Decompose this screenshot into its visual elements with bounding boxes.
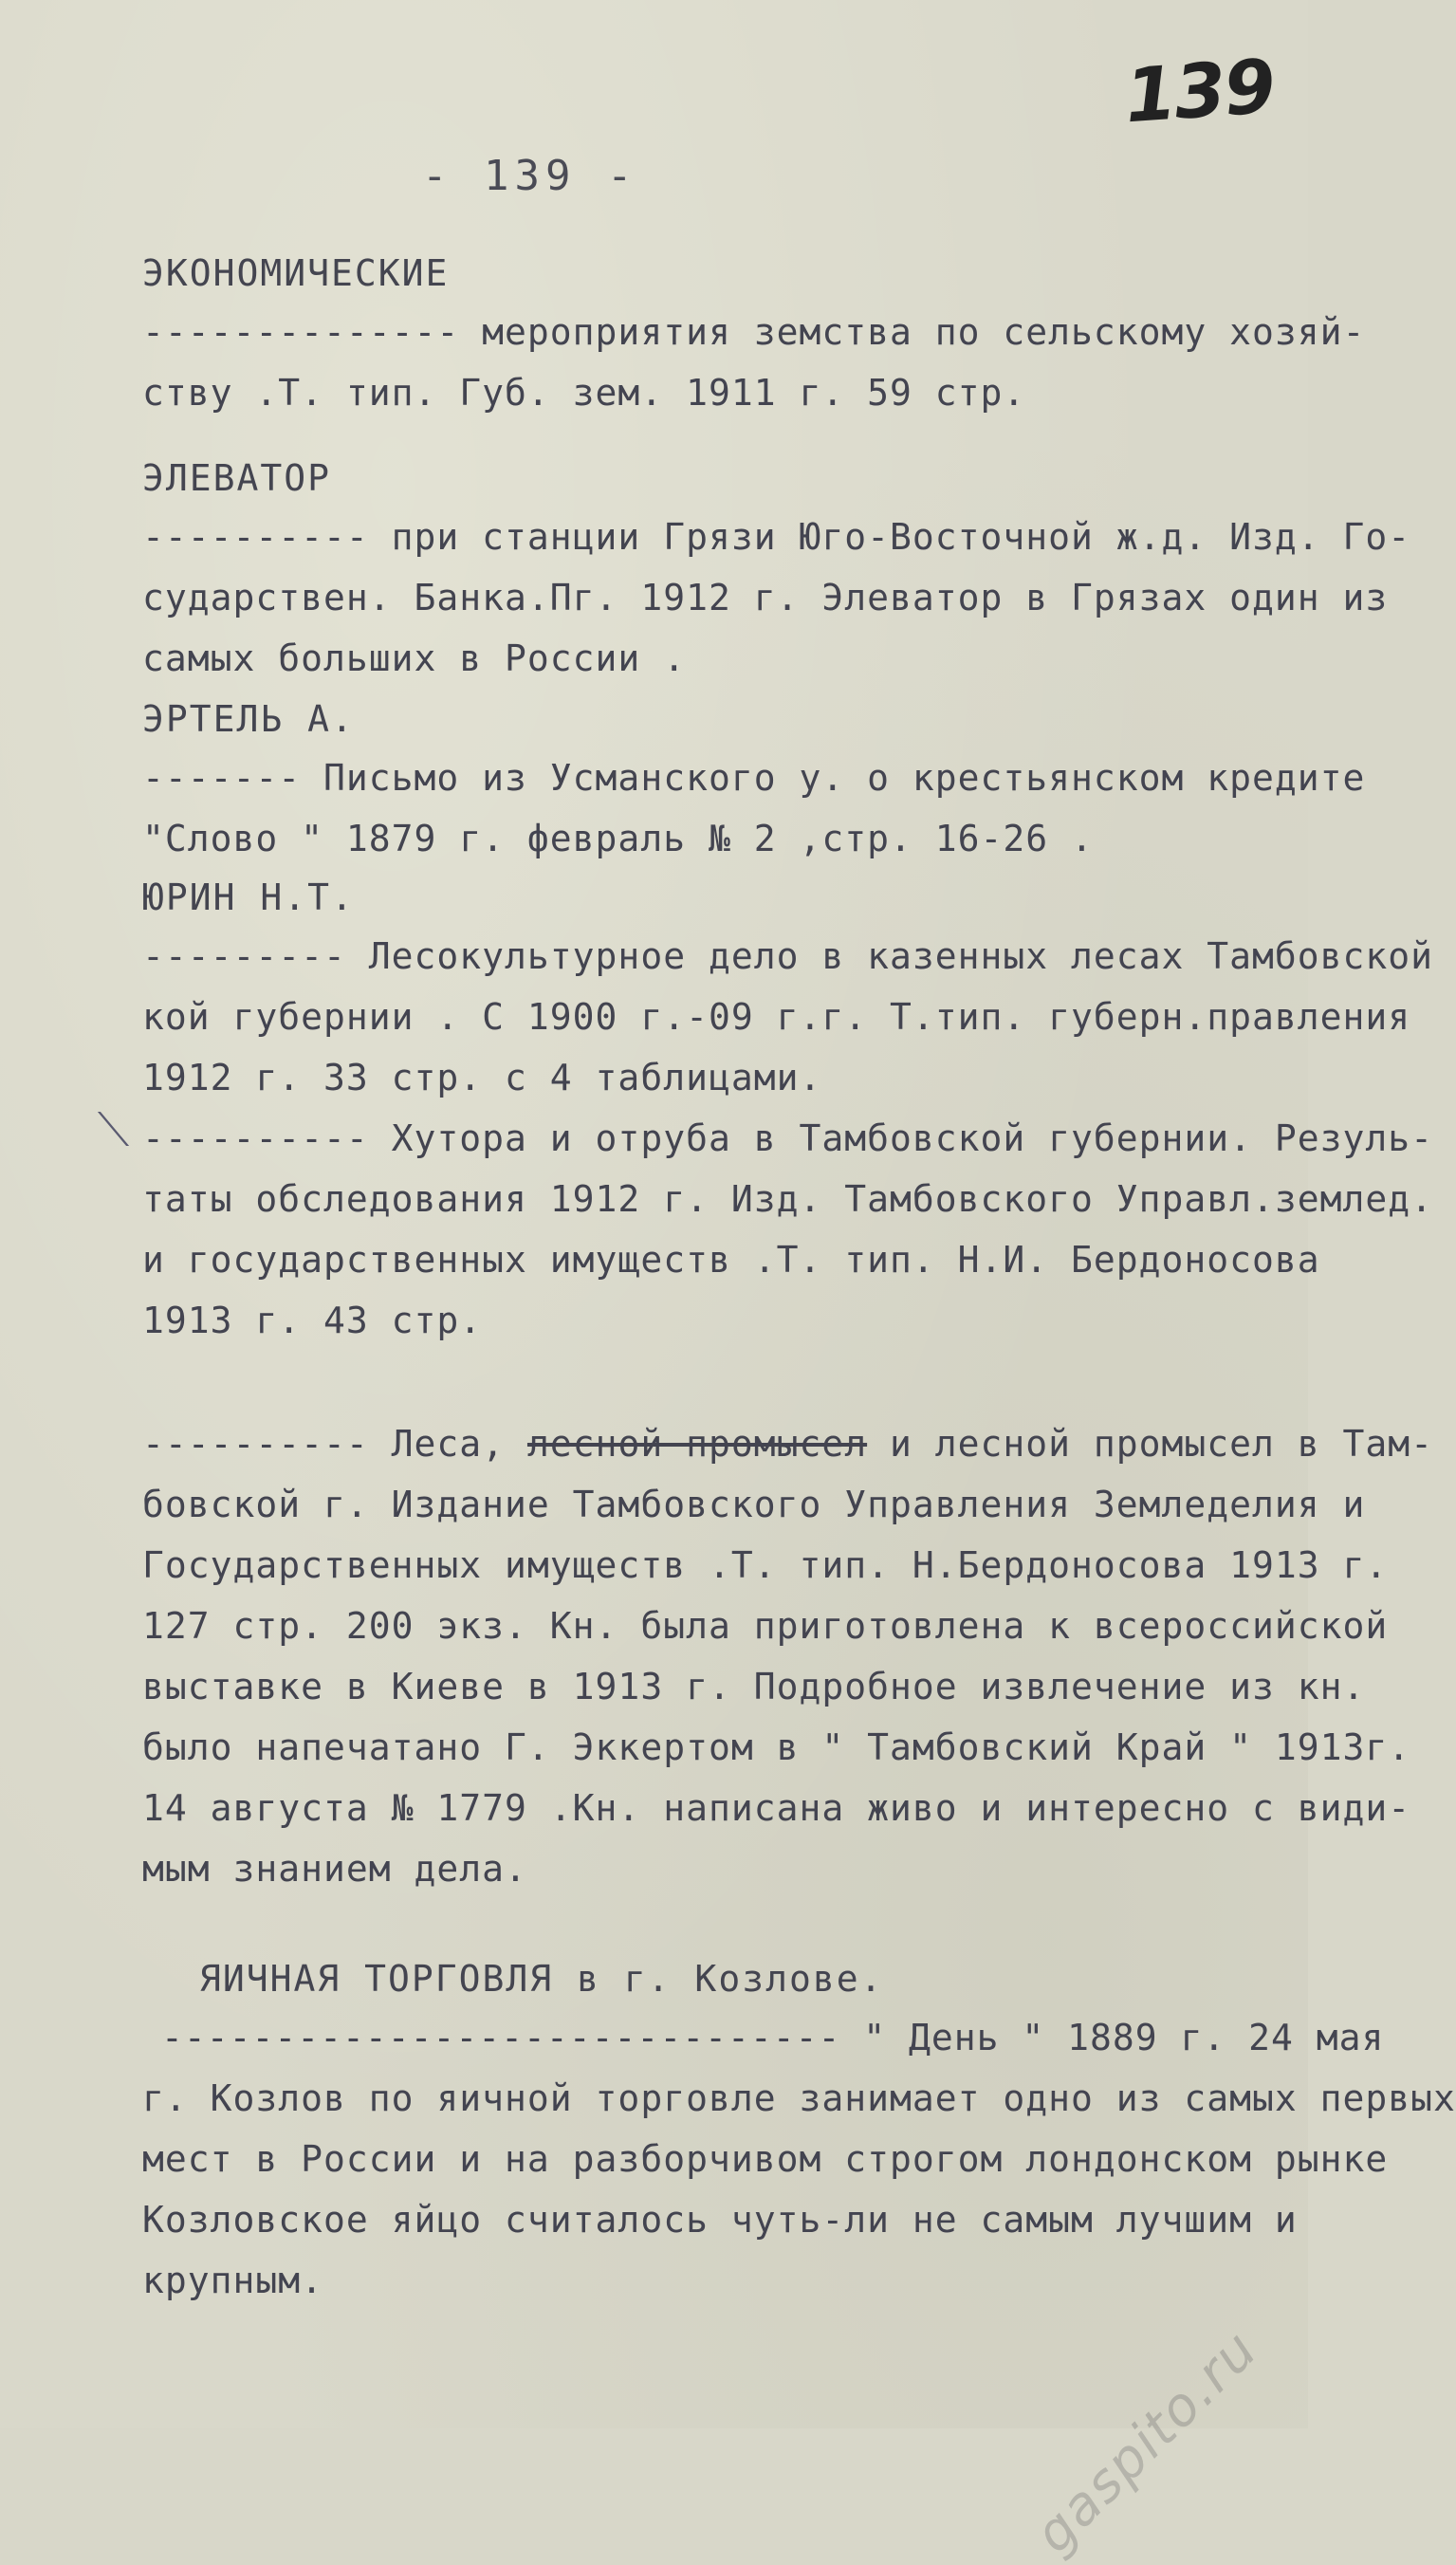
entry-line: мым знанием дела.: [142, 1848, 527, 1890]
entry-line: выставке в Киеве в 1913 г. Подробное извлечение из кн.: [142, 1666, 1366, 1707]
entry-line: 1913 г. 43 стр.: [142, 1300, 483, 1341]
entry-heading: ЭКОНОМИЧЕСКИЕ: [142, 252, 450, 294]
entry-heading: ЭЛЕВАТОР: [142, 457, 332, 499]
entry-line: ---------- при станции Грязи Юго-Восточной ж.д. Изд. Го-: [142, 516, 1411, 558]
bibliography-entry: [142, 869, 1434, 1108]
entry-line: ---------- Хутора и отруба в Тамбовской губернии. Резуль-: [142, 1117, 1434, 1159]
entry-line: было напечатано Г. Эккертом в " Тамбовский Край " 1913г.: [142, 1726, 1411, 1768]
entry-line-suffix: и лесной промысел в Там-: [867, 1423, 1434, 1465]
bibliography-entry: [142, 1950, 1456, 2311]
entry-line: сударствен. Банка.Пг. 1912 г. Элеватор в Грязах один из: [142, 577, 1389, 618]
entry-line: 1912 г. 33 стр. с 4 таблицами.: [142, 1057, 822, 1098]
entry-heading: ЯИЧНАЯ ТОРГОВЛЯ в г. Козлове.: [199, 1958, 884, 2000]
watermark-text: gaspito.ru: [1023, 2318, 1270, 2565]
entry-line: ------------------------------ " День " 1889 г. 24 мая: [161, 2017, 1385, 2058]
entry-line: -------------- мероприятия земства по сельскому хозяй-: [142, 311, 1366, 353]
entry-line: таты обследования 1912 г. Изд. Тамбовского Управл.землед.: [142, 1178, 1434, 1220]
entry-line: кой губернии . С 1900 г.-09 г.г. Т.тип. губерн.правления: [142, 996, 1411, 1038]
entry-line: 14 августа № 1779 .Кн. написана живо и интересно с види-: [142, 1787, 1411, 1829]
page-number: - 139 -: [422, 152, 638, 200]
struck-out-text: лесной промысел: [526, 1423, 868, 1465]
entry-line: ству .Т. тип. Губ. зем. 1911 г. 59 стр.: [142, 372, 1026, 414]
entry-line-prefix: ---------- Леса,: [142, 1423, 527, 1465]
bibliography-entry: [142, 691, 1366, 869]
entry-line: Государственных имуществ .Т. тип. Н.Бердоносова 1913 г.: [142, 1544, 1389, 1586]
entry-line: Козловское яйцо считалось чуть-ли не самым лучшим и: [142, 2199, 1298, 2241]
archive-folio-number: 139: [1122, 44, 1277, 140]
entry-line: и государственных имуществ .Т. тип. Н.И. Бердоносова: [142, 1239, 1320, 1281]
entry-line: г. Козлов по яичной торговле занимает одно из самых первых: [142, 2077, 1456, 2119]
bibliography-entry: [142, 1108, 1434, 1351]
entry-line: "Слово " 1879 г. февраль № 2 ,стр. 16-26 .: [142, 818, 1094, 859]
entry-heading: ЭРТЕЛЬ А.: [142, 698, 355, 740]
entry-line: крупным.: [142, 2260, 324, 2301]
bibliography-entry: [142, 245, 1366, 423]
entry-line: ------- Письмо из Усманского у. о крестьянском кредите: [142, 757, 1366, 799]
entry-line: мест в России и на разборчивом строгом лондонском рынке: [142, 2138, 1389, 2180]
entry-line: самых больших в России .: [142, 637, 687, 679]
entry-line: [142, 1413, 1434, 1474]
entry-line: бовской г. Издание Тамбовского Управления Земледелия и: [142, 1484, 1366, 1525]
entry-line: 127 стр. 200 экз. Кн. была приготовлена к всероссийской: [142, 1605, 1389, 1647]
entry-heading: ЮРИН Н.Т.: [142, 877, 355, 918]
bibliography-entry: [142, 450, 1411, 689]
bibliography-entry: [142, 1413, 1434, 1899]
entry-line: --------- Лесокультурное дело в казенных лесах Тамбовской: [142, 935, 1434, 977]
